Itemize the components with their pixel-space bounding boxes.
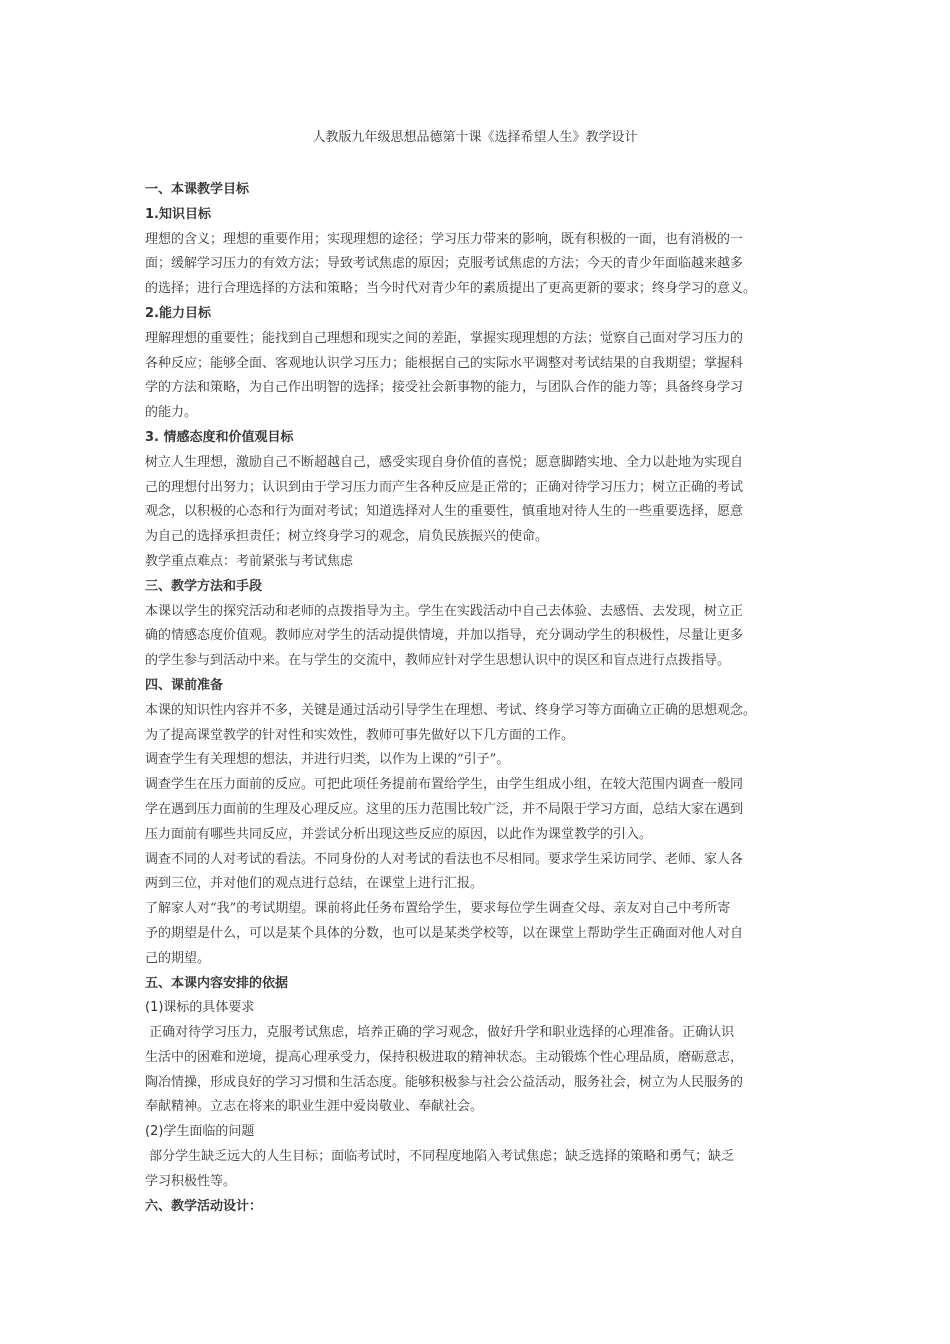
text-line: 己的期望。 xyxy=(145,950,211,966)
text-line: 予的期望是什么，可以是某个具体的分数，也可以是某类学校等，以在课堂上帮助学生正确面对他人对自 xyxy=(145,925,744,941)
key-points: 教学重点难点：考前紧张与考试焦虑 xyxy=(145,553,354,569)
text-line: 学在遇到压力面前的生理及心理反应。这里的压力范围比较广泛，并不局限于学习方面，总结大家在遇到 xyxy=(145,801,744,817)
text-line: 两到三位，并对他们的观点进行总结，在课堂上进行汇报。 xyxy=(145,876,484,892)
document-title: 人教版九年级思想品德第十课《选择希望人生》教学设计 xyxy=(312,130,638,145)
text-line: 生活中的困难和逆境，提高心理承受力，保持积极进取的精神状态。主动锻炼个性心理品质，磨砺意志， xyxy=(145,1049,744,1065)
text-line: 陶冶情操，形成良好的学习习惯和生活态度。能够积极参与社会公益活动，服务社会，树立为人民服务的 xyxy=(145,1074,744,1090)
section-heading-activities: 六、教学活动设计： xyxy=(145,1198,263,1214)
text-line: 学习积极性等。 xyxy=(145,1173,237,1189)
subheading-ability: 2.能力目标 xyxy=(145,305,211,321)
section-heading-methods: 三、教学方法和手段 xyxy=(145,578,263,594)
text-line: 面；缓解学习压力的有效方法；导致考试焦虑的原因；克服考试焦虑的方法；今天的青少年面临越来越多 xyxy=(145,256,744,272)
text-line: 己的理想付出努力；认识到由于学习压力而产生各种反应是正常的；正确对待学习压力；树立正确的考试 xyxy=(145,479,744,495)
text-line: 本课的知识性内容并不多，关键是通过活动引导学生在理想、考试、终身学习等方面确立正确的思想观念。 xyxy=(145,702,757,718)
document-body xyxy=(145,178,825,1219)
text-line: 确的情感态度价值观。教师应对学生的活动提供情境，并加以指导，充分调动学生的积极性，尽量让更多 xyxy=(145,628,744,644)
text-line: 本课以学生的探究活动和老师的点拨指导为主。学生在实践活动中自己去体验、去感悟、去发现，树立正 xyxy=(145,603,744,619)
subheading-knowledge: 1.知识目标 xyxy=(145,206,211,222)
section-heading-preparation: 四、课前准备 xyxy=(145,677,224,693)
text-line: 调查学生有关理想的想法，并进行归类，以作为上课的“引子”。 xyxy=(145,752,510,768)
text-line: 的选择；进行合理选择的方法和策略；当今时代对青少年的素质提出了更高更新的要求；终身学习的意义。 xyxy=(145,281,757,297)
text-line: 调查学生在压力面前的反应。可把此项任务提前布置给学生，由学生组成小组，在较大范围内调查一般同 xyxy=(145,777,744,793)
text-line: 的学生参与到活动中来。在与学生的交流中，教师应针对学生思想认识中的误区和盲点进行点拨指导。 xyxy=(145,653,731,669)
subheading-problems: (2)学生面临的问题 xyxy=(145,1124,255,1140)
section-heading-goals: 一、本课教学目标 xyxy=(145,182,250,197)
text-line: 理解理想的重要性；能找到自己理想和现实之间的差距，掌握实现理想的方法；觉察自己面对学习压力的 xyxy=(145,330,744,346)
text-line: 奉献精神。立志在将来的职业生涯中爱岗敬业、奉献社会。 xyxy=(145,1099,484,1115)
section-heading-basis: 五、本课内容安排的依据 xyxy=(145,975,289,991)
text-line: 各种反应；能够全面、客观地认识学习压力；能根据自己的实际水平调整对考试结果的自我期望；掌握科 xyxy=(145,355,744,371)
text-line: 观念，以积极的心态和行为面对考试；知道选择对人生的重要性，慎重地对待人生的一些重要选择，愿意 xyxy=(145,504,744,520)
text-line: 压力面前有哪些共同反应，并尝试分析出现这些反应的原因，以此作为课堂教学的引入。 xyxy=(145,826,653,842)
text-line: 部分学生缺乏远大的人生目标；面临考试时，不同程度地陷入考试焦虑；缺乏选择的策略和勇气；缺乏 xyxy=(145,1149,735,1165)
text-line: 正确对待学习压力，克服考试焦虑，培养正确的学习观念，做好升学和职业选择的心理准备。正确认识 xyxy=(145,1025,735,1041)
text-line: 树立人生理想，激励自己不断超越自己，感受实现自身价值的喜悦；愿意脚踏实地、全力以赴地为实现自 xyxy=(145,454,744,470)
text-line: 调查不同的人对考试的看法。不同身份的人对考试的看法也不尽相同。要求学生采访同学、老师、家人各 xyxy=(145,851,744,867)
text-line: 理想的含义；理想的重要作用；实现理想的途径；学习压力带来的影响，既有积极的一面，也有消极的一 xyxy=(145,231,744,247)
text-line: 为了提高课堂教学的针对性和实效性，教师可事先做好以下几方面的工作。 xyxy=(145,727,575,743)
text-line: 学的方法和策略，为自己作出明智的选择；接受社会新事物的能力，与团队合作的能力等；具备终身学习 xyxy=(145,380,744,396)
text-line: 为自己的选择承担责任；树立终身学习的观念，肩负民族振兴的使命。 xyxy=(145,529,549,545)
subheading-attitude: 3. 情感态度和价值观目标 xyxy=(145,429,294,445)
subheading-curriculum: (1)课标的具体要求 xyxy=(145,1000,255,1016)
text-line: 的能力。 xyxy=(145,405,198,421)
text-line: 了解家人对“我”的考试期望。课前将此任务布置给学生，要求每位学生调查父母、亲友对自己中考所寄 xyxy=(145,901,731,917)
